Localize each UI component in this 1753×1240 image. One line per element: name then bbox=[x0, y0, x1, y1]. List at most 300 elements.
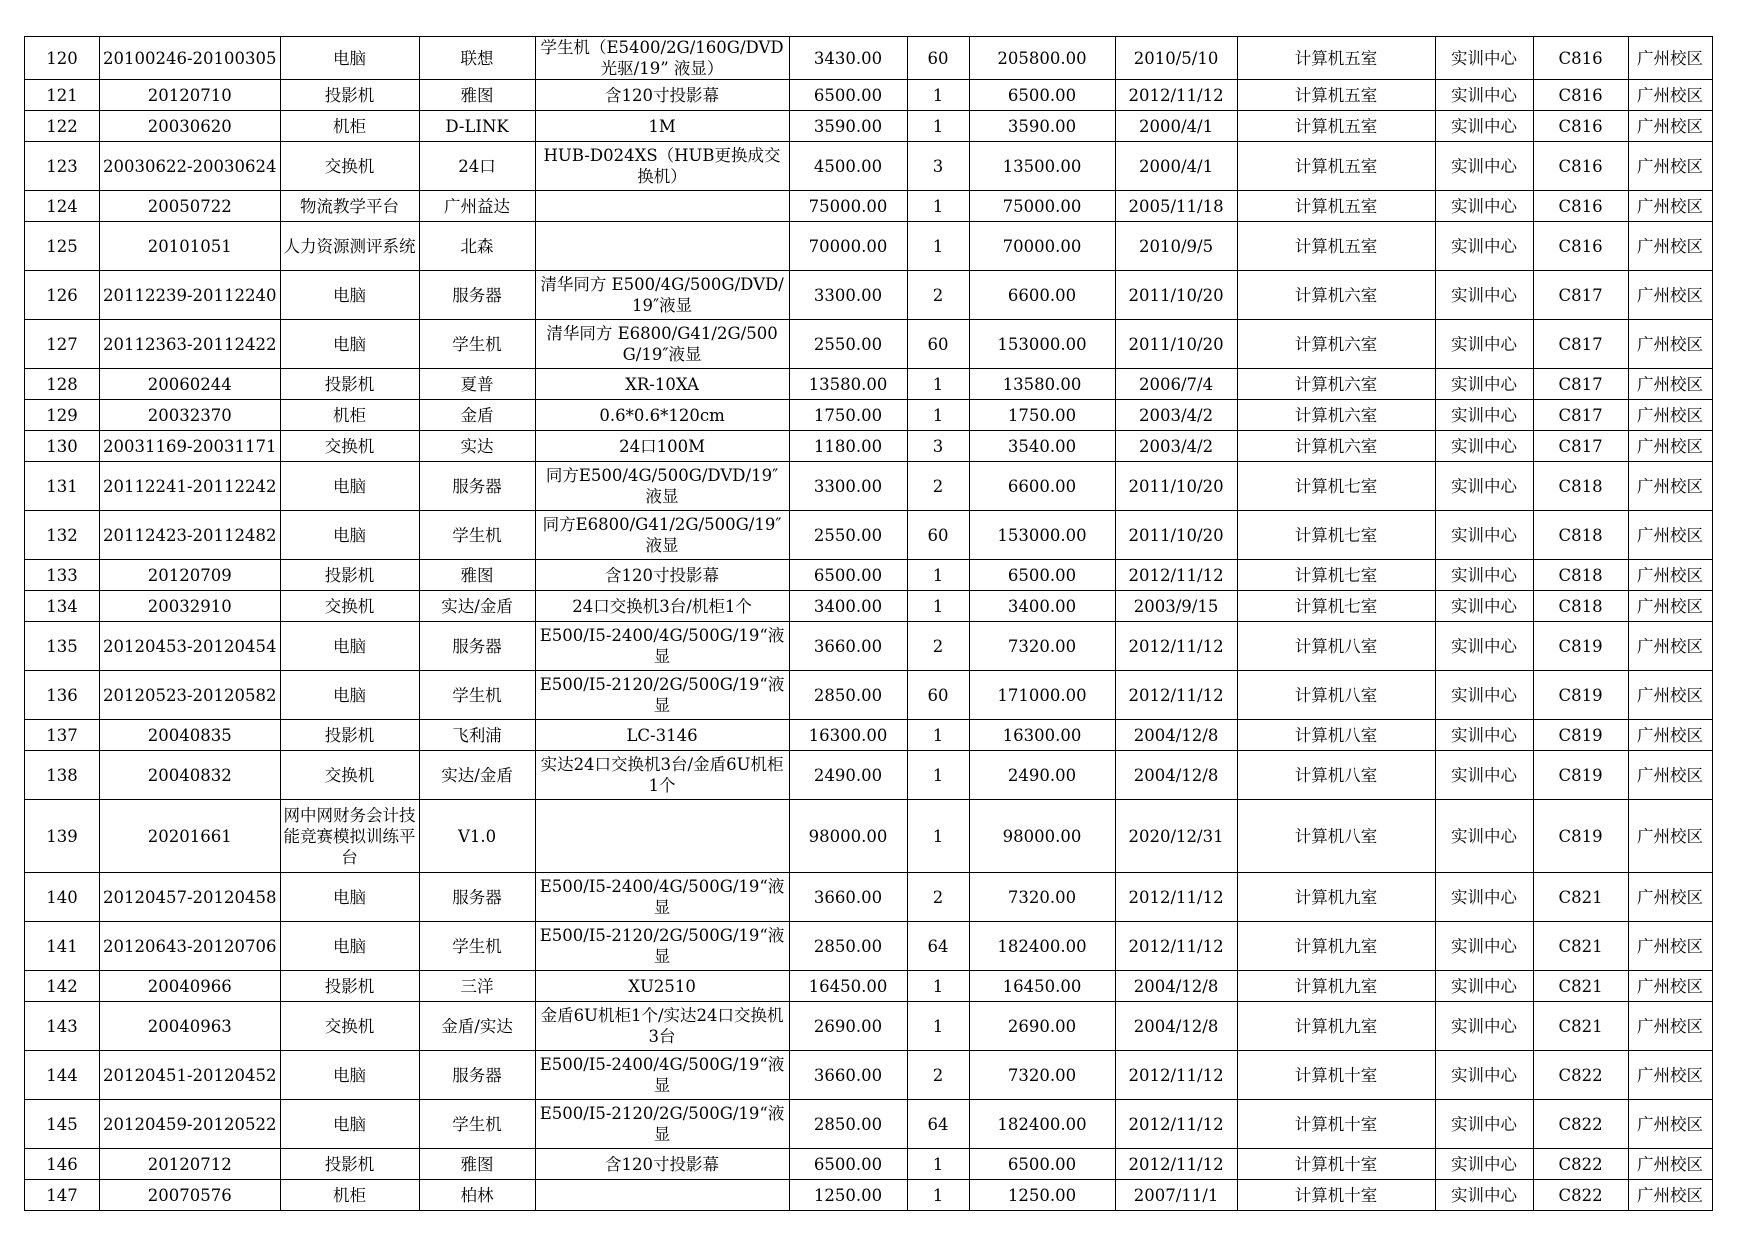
table-row bbox=[25, 37, 1713, 80]
spec-cell: XU2510 bbox=[535, 971, 789, 1002]
asset-id-cell: 20120709 bbox=[100, 560, 281, 591]
row-number-cell: 133 bbox=[25, 560, 100, 591]
row-number-cell: 127 bbox=[25, 320, 100, 369]
category-cell: 电脑 bbox=[280, 511, 419, 560]
location-cell: 计算机六室 bbox=[1237, 369, 1435, 400]
row-number-cell: 129 bbox=[25, 400, 100, 431]
purchase-date-cell: 2012/11/12 bbox=[1115, 873, 1237, 922]
row-number-cell: 144 bbox=[25, 1051, 100, 1100]
campus-cell: 广州校区 bbox=[1628, 191, 1712, 222]
category-cell: 电脑 bbox=[280, 873, 419, 922]
category-cell: 电脑 bbox=[280, 320, 419, 369]
unit-price-cell: 16450.00 bbox=[789, 971, 907, 1002]
location-cell: 计算机八室 bbox=[1237, 751, 1435, 800]
spec-cell bbox=[535, 222, 789, 271]
campus-cell: 广州校区 bbox=[1628, 1100, 1712, 1149]
asset-id-cell: 20112239-20112240 bbox=[100, 271, 281, 320]
category-cell: 投影机 bbox=[280, 720, 419, 751]
brand-cell: 夏普 bbox=[419, 369, 535, 400]
asset-inventory-table bbox=[24, 36, 1713, 1211]
amount-cell: 6500.00 bbox=[969, 1149, 1115, 1180]
location-cell: 计算机七室 bbox=[1237, 511, 1435, 560]
quantity-cell: 1 bbox=[907, 369, 969, 400]
room-cell: C817 bbox=[1533, 400, 1628, 431]
quantity-cell: 2 bbox=[907, 271, 969, 320]
unit-price-cell: 2850.00 bbox=[789, 671, 907, 720]
amount-cell: 75000.00 bbox=[969, 191, 1115, 222]
location-cell: 计算机十室 bbox=[1237, 1051, 1435, 1100]
location-cell: 计算机五室 bbox=[1237, 191, 1435, 222]
campus-cell: 广州校区 bbox=[1628, 922, 1712, 971]
category-cell: 交换机 bbox=[280, 751, 419, 800]
asset-id-cell: 20112363-20112422 bbox=[100, 320, 281, 369]
department-cell: 实训中心 bbox=[1435, 111, 1533, 142]
department-cell: 实训中心 bbox=[1435, 191, 1533, 222]
table-row bbox=[25, 751, 1713, 800]
row-number-cell: 128 bbox=[25, 369, 100, 400]
quantity-cell: 1 bbox=[907, 1180, 969, 1211]
asset-id-cell: 20120459-20120522 bbox=[100, 1100, 281, 1149]
amount-cell: 16450.00 bbox=[969, 971, 1115, 1002]
location-cell: 计算机九室 bbox=[1237, 922, 1435, 971]
quantity-cell: 1 bbox=[907, 400, 969, 431]
department-cell: 实训中心 bbox=[1435, 431, 1533, 462]
spec-cell: 同方E500/4G/500G/DVD/19″液显 bbox=[535, 462, 789, 511]
purchase-date-cell: 2012/11/12 bbox=[1115, 1149, 1237, 1180]
purchase-date-cell: 2000/4/1 bbox=[1115, 111, 1237, 142]
category-cell: 电脑 bbox=[280, 671, 419, 720]
location-cell: 计算机六室 bbox=[1237, 271, 1435, 320]
amount-cell: 16300.00 bbox=[969, 720, 1115, 751]
brand-cell: 雅图 bbox=[419, 560, 535, 591]
campus-cell: 广州校区 bbox=[1628, 1180, 1712, 1211]
table-row bbox=[25, 320, 1713, 369]
row-number-cell: 134 bbox=[25, 591, 100, 622]
unit-price-cell: 6500.00 bbox=[789, 1149, 907, 1180]
unit-price-cell: 3660.00 bbox=[789, 622, 907, 671]
purchase-date-cell: 2011/10/20 bbox=[1115, 511, 1237, 560]
department-cell: 实训中心 bbox=[1435, 720, 1533, 751]
room-cell: C817 bbox=[1533, 320, 1628, 369]
room-cell: C819 bbox=[1533, 720, 1628, 751]
unit-price-cell: 3590.00 bbox=[789, 111, 907, 142]
row-number-cell: 143 bbox=[25, 1002, 100, 1051]
purchase-date-cell: 2003/4/2 bbox=[1115, 400, 1237, 431]
purchase-date-cell: 2012/11/12 bbox=[1115, 922, 1237, 971]
unit-price-cell: 98000.00 bbox=[789, 800, 907, 873]
spec-cell bbox=[535, 191, 789, 222]
category-cell: 电脑 bbox=[280, 622, 419, 671]
category-cell: 投影机 bbox=[280, 369, 419, 400]
asset-id-cell: 20101051 bbox=[100, 222, 281, 271]
room-cell: C818 bbox=[1533, 591, 1628, 622]
room-cell: C818 bbox=[1533, 560, 1628, 591]
campus-cell: 广州校区 bbox=[1628, 369, 1712, 400]
brand-cell: 服务器 bbox=[419, 873, 535, 922]
room-cell: C822 bbox=[1533, 1180, 1628, 1211]
table-row bbox=[25, 400, 1713, 431]
purchase-date-cell: 2004/12/8 bbox=[1115, 720, 1237, 751]
department-cell: 实训中心 bbox=[1435, 971, 1533, 1002]
room-cell: C822 bbox=[1533, 1051, 1628, 1100]
unit-price-cell: 13580.00 bbox=[789, 369, 907, 400]
purchase-date-cell: 2000/4/1 bbox=[1115, 142, 1237, 191]
spec-cell: 学生机（E5400/2G/160G/DVD光驱/19” 液显） bbox=[535, 37, 789, 80]
department-cell: 实训中心 bbox=[1435, 37, 1533, 80]
room-cell: C819 bbox=[1533, 622, 1628, 671]
campus-cell: 广州校区 bbox=[1628, 400, 1712, 431]
purchase-date-cell: 2004/12/8 bbox=[1115, 1002, 1237, 1051]
department-cell: 实训中心 bbox=[1435, 1180, 1533, 1211]
asset-id-cell: 20070576 bbox=[100, 1180, 281, 1211]
amount-cell: 6500.00 bbox=[969, 80, 1115, 111]
department-cell: 实训中心 bbox=[1435, 271, 1533, 320]
location-cell: 计算机十室 bbox=[1237, 1180, 1435, 1211]
row-number-cell: 147 bbox=[25, 1180, 100, 1211]
brand-cell: D-LINK bbox=[419, 111, 535, 142]
purchase-date-cell: 2020/12/31 bbox=[1115, 800, 1237, 873]
asset-id-cell: 20120643-20120706 bbox=[100, 922, 281, 971]
spec-cell: 24口交换机3台/机柜1个 bbox=[535, 591, 789, 622]
amount-cell: 2490.00 bbox=[969, 751, 1115, 800]
quantity-cell: 1 bbox=[907, 111, 969, 142]
asset-id-cell: 20112241-20112242 bbox=[100, 462, 281, 511]
department-cell: 实训中心 bbox=[1435, 462, 1533, 511]
spec-cell: E500/I5-2400/4G/500G/19“液显 bbox=[535, 1051, 789, 1100]
room-cell: C816 bbox=[1533, 191, 1628, 222]
location-cell: 计算机五室 bbox=[1237, 111, 1435, 142]
category-cell: 机柜 bbox=[280, 111, 419, 142]
room-cell: C819 bbox=[1533, 800, 1628, 873]
purchase-date-cell: 2006/7/4 bbox=[1115, 369, 1237, 400]
table-row bbox=[25, 1002, 1713, 1051]
spec-cell: 实达24口交换机3台/金盾6U机柜1个 bbox=[535, 751, 789, 800]
location-cell: 计算机六室 bbox=[1237, 431, 1435, 462]
asset-id-cell: 20060244 bbox=[100, 369, 281, 400]
unit-price-cell: 2550.00 bbox=[789, 320, 907, 369]
spec-cell: E500/I5-2400/4G/500G/19“液显 bbox=[535, 873, 789, 922]
spec-cell: 0.6*0.6*120cm bbox=[535, 400, 789, 431]
table-row bbox=[25, 80, 1713, 111]
asset-id-cell: 20040966 bbox=[100, 971, 281, 1002]
quantity-cell: 2 bbox=[907, 1051, 969, 1100]
quantity-cell: 2 bbox=[907, 622, 969, 671]
amount-cell: 3400.00 bbox=[969, 591, 1115, 622]
purchase-date-cell: 2012/11/12 bbox=[1115, 671, 1237, 720]
category-cell: 电脑 bbox=[280, 1100, 419, 1149]
quantity-cell: 2 bbox=[907, 873, 969, 922]
brand-cell: 实达/金盾 bbox=[419, 591, 535, 622]
unit-price-cell: 2490.00 bbox=[789, 751, 907, 800]
purchase-date-cell: 2003/9/15 bbox=[1115, 591, 1237, 622]
campus-cell: 广州校区 bbox=[1628, 622, 1712, 671]
brand-cell: 学生机 bbox=[419, 511, 535, 560]
location-cell: 计算机八室 bbox=[1237, 800, 1435, 873]
unit-price-cell: 1250.00 bbox=[789, 1180, 907, 1211]
unit-price-cell: 3400.00 bbox=[789, 591, 907, 622]
category-cell: 机柜 bbox=[280, 1180, 419, 1211]
asset-id-cell: 20120453-20120454 bbox=[100, 622, 281, 671]
brand-cell: 飞利浦 bbox=[419, 720, 535, 751]
campus-cell: 广州校区 bbox=[1628, 511, 1712, 560]
room-cell: C816 bbox=[1533, 142, 1628, 191]
location-cell: 计算机六室 bbox=[1237, 320, 1435, 369]
spec-cell: 金盾6U机柜1个/实达24口交换机3台 bbox=[535, 1002, 789, 1051]
table-row bbox=[25, 462, 1713, 511]
asset-id-cell: 20112423-20112482 bbox=[100, 511, 281, 560]
location-cell: 计算机五室 bbox=[1237, 37, 1435, 80]
amount-cell: 182400.00 bbox=[969, 922, 1115, 971]
amount-cell: 182400.00 bbox=[969, 1100, 1115, 1149]
location-cell: 计算机八室 bbox=[1237, 720, 1435, 751]
location-cell: 计算机七室 bbox=[1237, 560, 1435, 591]
unit-price-cell: 3300.00 bbox=[789, 462, 907, 511]
asset-id-cell: 20201661 bbox=[100, 800, 281, 873]
quantity-cell: 3 bbox=[907, 431, 969, 462]
category-cell: 电脑 bbox=[280, 462, 419, 511]
row-number-cell: 138 bbox=[25, 751, 100, 800]
table-row bbox=[25, 560, 1713, 591]
amount-cell: 6600.00 bbox=[969, 271, 1115, 320]
amount-cell: 7320.00 bbox=[969, 622, 1115, 671]
department-cell: 实训中心 bbox=[1435, 671, 1533, 720]
amount-cell: 13580.00 bbox=[969, 369, 1115, 400]
room-cell: C819 bbox=[1533, 671, 1628, 720]
unit-price-cell: 3300.00 bbox=[789, 271, 907, 320]
quantity-cell: 1 bbox=[907, 720, 969, 751]
spec-cell: 清华同方 E500/4G/500G/DVD/19″液显 bbox=[535, 271, 789, 320]
amount-cell: 6600.00 bbox=[969, 462, 1115, 511]
category-cell: 投影机 bbox=[280, 1149, 419, 1180]
amount-cell: 7320.00 bbox=[969, 873, 1115, 922]
campus-cell: 广州校区 bbox=[1628, 111, 1712, 142]
campus-cell: 广州校区 bbox=[1628, 462, 1712, 511]
department-cell: 实训中心 bbox=[1435, 400, 1533, 431]
campus-cell: 广州校区 bbox=[1628, 720, 1712, 751]
room-cell: C821 bbox=[1533, 1002, 1628, 1051]
unit-price-cell: 2850.00 bbox=[789, 1100, 907, 1149]
spec-cell bbox=[535, 1180, 789, 1211]
asset-id-cell: 20032370 bbox=[100, 400, 281, 431]
department-cell: 实训中心 bbox=[1435, 511, 1533, 560]
category-cell: 人力资源测评系统 bbox=[280, 222, 419, 271]
asset-id-cell: 20120457-20120458 bbox=[100, 873, 281, 922]
campus-cell: 广州校区 bbox=[1628, 1149, 1712, 1180]
purchase-date-cell: 2010/9/5 bbox=[1115, 222, 1237, 271]
row-number-cell: 141 bbox=[25, 922, 100, 971]
room-cell: C822 bbox=[1533, 1149, 1628, 1180]
brand-cell: 服务器 bbox=[419, 462, 535, 511]
table-row bbox=[25, 1180, 1713, 1211]
department-cell: 实训中心 bbox=[1435, 142, 1533, 191]
spec-cell: 24口100M bbox=[535, 431, 789, 462]
location-cell: 计算机七室 bbox=[1237, 462, 1435, 511]
table-row bbox=[25, 222, 1713, 271]
campus-cell: 广州校区 bbox=[1628, 320, 1712, 369]
room-cell: C817 bbox=[1533, 431, 1628, 462]
campus-cell: 广州校区 bbox=[1628, 560, 1712, 591]
campus-cell: 广州校区 bbox=[1628, 591, 1712, 622]
table-row bbox=[25, 720, 1713, 751]
quantity-cell: 64 bbox=[907, 1100, 969, 1149]
amount-cell: 98000.00 bbox=[969, 800, 1115, 873]
quantity-cell: 1 bbox=[907, 971, 969, 1002]
row-number-cell: 131 bbox=[25, 462, 100, 511]
unit-price-cell: 6500.00 bbox=[789, 560, 907, 591]
brand-cell: 服务器 bbox=[419, 1051, 535, 1100]
purchase-date-cell: 2011/10/20 bbox=[1115, 320, 1237, 369]
asset-id-cell: 20050722 bbox=[100, 191, 281, 222]
spec-cell: 1M bbox=[535, 111, 789, 142]
location-cell: 计算机八室 bbox=[1237, 622, 1435, 671]
table-row bbox=[25, 800, 1713, 873]
brand-cell: V1.0 bbox=[419, 800, 535, 873]
purchase-date-cell: 2012/11/12 bbox=[1115, 80, 1237, 111]
room-cell: C819 bbox=[1533, 751, 1628, 800]
brand-cell: 服务器 bbox=[419, 271, 535, 320]
quantity-cell: 1 bbox=[907, 800, 969, 873]
table-row bbox=[25, 111, 1713, 142]
amount-cell: 153000.00 bbox=[969, 320, 1115, 369]
row-number-cell: 123 bbox=[25, 142, 100, 191]
amount-cell: 3540.00 bbox=[969, 431, 1115, 462]
location-cell: 计算机九室 bbox=[1237, 1002, 1435, 1051]
purchase-date-cell: 2010/5/10 bbox=[1115, 37, 1237, 80]
amount-cell: 7320.00 bbox=[969, 1051, 1115, 1100]
room-cell: C818 bbox=[1533, 511, 1628, 560]
brand-cell: 三洋 bbox=[419, 971, 535, 1002]
quantity-cell: 1 bbox=[907, 1149, 969, 1180]
table-row bbox=[25, 511, 1713, 560]
category-cell: 投影机 bbox=[280, 560, 419, 591]
spec-cell: 同方E6800/G41/2G/500G/19″液显 bbox=[535, 511, 789, 560]
room-cell: C818 bbox=[1533, 462, 1628, 511]
asset-id-cell: 20120712 bbox=[100, 1149, 281, 1180]
row-number-cell: 130 bbox=[25, 431, 100, 462]
asset-id-cell: 20120523-20120582 bbox=[100, 671, 281, 720]
location-cell: 计算机五室 bbox=[1237, 222, 1435, 271]
table-row bbox=[25, 971, 1713, 1002]
brand-cell: 雅图 bbox=[419, 1149, 535, 1180]
table-row bbox=[25, 1149, 1713, 1180]
unit-price-cell: 3660.00 bbox=[789, 873, 907, 922]
room-cell: C817 bbox=[1533, 369, 1628, 400]
table-row bbox=[25, 671, 1713, 720]
brand-cell: 学生机 bbox=[419, 671, 535, 720]
room-cell: C822 bbox=[1533, 1100, 1628, 1149]
location-cell: 计算机五室 bbox=[1237, 80, 1435, 111]
department-cell: 实训中心 bbox=[1435, 560, 1533, 591]
department-cell: 实训中心 bbox=[1435, 800, 1533, 873]
amount-cell: 6500.00 bbox=[969, 560, 1115, 591]
campus-cell: 广州校区 bbox=[1628, 80, 1712, 111]
campus-cell: 广州校区 bbox=[1628, 751, 1712, 800]
location-cell: 计算机七室 bbox=[1237, 591, 1435, 622]
category-cell: 交换机 bbox=[280, 142, 419, 191]
row-number-cell: 124 bbox=[25, 191, 100, 222]
brand-cell: 广州益达 bbox=[419, 191, 535, 222]
table-row bbox=[25, 369, 1713, 400]
quantity-cell: 60 bbox=[907, 671, 969, 720]
table-body bbox=[25, 37, 1713, 1211]
category-cell: 交换机 bbox=[280, 431, 419, 462]
spec-cell: E500/I5-2120/2G/500G/19“液显 bbox=[535, 671, 789, 720]
campus-cell: 广州校区 bbox=[1628, 873, 1712, 922]
unit-price-cell: 2690.00 bbox=[789, 1002, 907, 1051]
department-cell: 实训中心 bbox=[1435, 922, 1533, 971]
asset-id-cell: 20040832 bbox=[100, 751, 281, 800]
table-row bbox=[25, 431, 1713, 462]
table-row bbox=[25, 591, 1713, 622]
spec-cell: 含120寸投影幕 bbox=[535, 1149, 789, 1180]
campus-cell: 广州校区 bbox=[1628, 37, 1712, 80]
quantity-cell: 1 bbox=[907, 591, 969, 622]
quantity-cell: 1 bbox=[907, 560, 969, 591]
campus-cell: 广州校区 bbox=[1628, 271, 1712, 320]
room-cell: C816 bbox=[1533, 222, 1628, 271]
unit-price-cell: 1750.00 bbox=[789, 400, 907, 431]
campus-cell: 广州校区 bbox=[1628, 800, 1712, 873]
location-cell: 计算机九室 bbox=[1237, 971, 1435, 1002]
spec-cell: E500/I5-2400/4G/500G/19“液显 bbox=[535, 622, 789, 671]
amount-cell: 205800.00 bbox=[969, 37, 1115, 80]
room-cell: C816 bbox=[1533, 37, 1628, 80]
asset-id-cell: 20031169-20031171 bbox=[100, 431, 281, 462]
table-row bbox=[25, 191, 1713, 222]
quantity-cell: 64 bbox=[907, 922, 969, 971]
department-cell: 实训中心 bbox=[1435, 222, 1533, 271]
quantity-cell: 1 bbox=[907, 222, 969, 271]
amount-cell: 1250.00 bbox=[969, 1180, 1115, 1211]
spec-cell: 清华同方 E6800/G41/2G/500G/19″液显 bbox=[535, 320, 789, 369]
row-number-cell: 132 bbox=[25, 511, 100, 560]
department-cell: 实训中心 bbox=[1435, 1002, 1533, 1051]
asset-id-cell: 20040963 bbox=[100, 1002, 281, 1051]
purchase-date-cell: 2012/11/12 bbox=[1115, 1100, 1237, 1149]
category-cell: 电脑 bbox=[280, 271, 419, 320]
location-cell: 计算机八室 bbox=[1237, 671, 1435, 720]
department-cell: 实训中心 bbox=[1435, 622, 1533, 671]
purchase-date-cell: 2011/10/20 bbox=[1115, 462, 1237, 511]
purchase-date-cell: 2007/11/1 bbox=[1115, 1180, 1237, 1211]
unit-price-cell: 3660.00 bbox=[789, 1051, 907, 1100]
unit-price-cell: 6500.00 bbox=[789, 80, 907, 111]
spec-cell: LC-3146 bbox=[535, 720, 789, 751]
spec-cell: E500/I5-2120/2G/500G/19“液显 bbox=[535, 922, 789, 971]
table-row bbox=[25, 271, 1713, 320]
amount-cell: 171000.00 bbox=[969, 671, 1115, 720]
row-number-cell: 120 bbox=[25, 37, 100, 80]
room-cell: C816 bbox=[1533, 111, 1628, 142]
campus-cell: 广州校区 bbox=[1628, 222, 1712, 271]
purchase-date-cell: 2012/11/12 bbox=[1115, 560, 1237, 591]
unit-price-cell: 75000.00 bbox=[789, 191, 907, 222]
asset-id-cell: 20120710 bbox=[100, 80, 281, 111]
row-number-cell: 142 bbox=[25, 971, 100, 1002]
category-cell: 投影机 bbox=[280, 971, 419, 1002]
brand-cell: 联想 bbox=[419, 37, 535, 80]
purchase-date-cell: 2011/10/20 bbox=[1115, 271, 1237, 320]
brand-cell: 金盾/实达 bbox=[419, 1002, 535, 1051]
brand-cell: 24口 bbox=[419, 142, 535, 191]
asset-id-cell: 20040835 bbox=[100, 720, 281, 751]
table-row bbox=[25, 142, 1713, 191]
row-number-cell: 140 bbox=[25, 873, 100, 922]
row-number-cell: 139 bbox=[25, 800, 100, 873]
brand-cell: 学生机 bbox=[419, 320, 535, 369]
room-cell: C817 bbox=[1533, 271, 1628, 320]
category-cell: 交换机 bbox=[280, 1002, 419, 1051]
